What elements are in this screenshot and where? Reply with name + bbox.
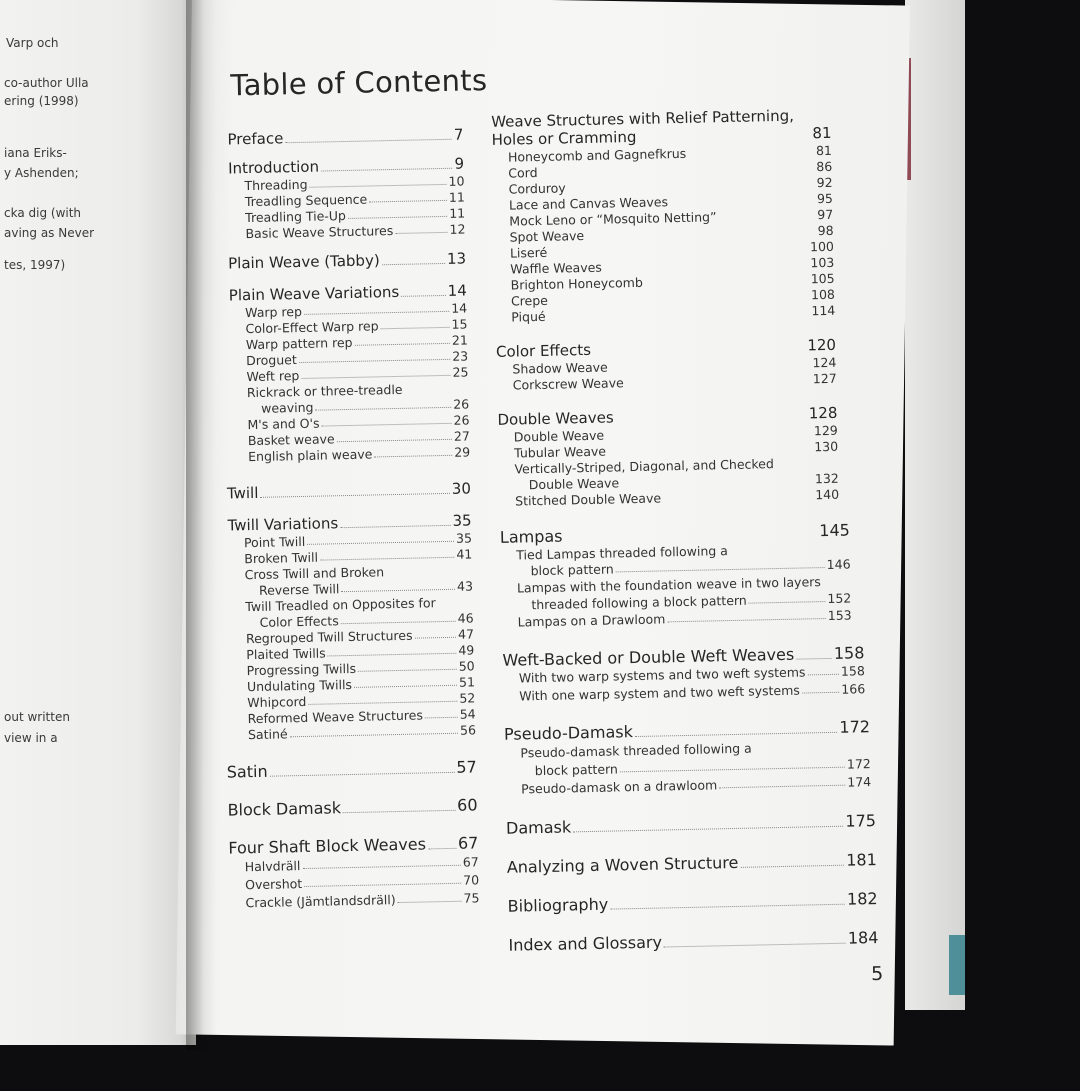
- facing-text-line: aving as Never: [4, 226, 95, 240]
- toc-subentry[interactable]: Cord 86: [508, 158, 833, 181]
- toc-entry[interactable]: Twill 30: [226, 479, 472, 503]
- toc-subentry[interactable]: Whipcord 52: [247, 690, 476, 711]
- toc-subentry[interactable]: Brighton Honeycomb 105: [510, 270, 835, 293]
- toc-subentry[interactable]: Stitched Double Weave 140: [515, 486, 840, 509]
- toc-subentry-line[interactable]: Cross Twill and Broken: [244, 564, 385, 583]
- facing-text-line: Varp och: [6, 36, 59, 50]
- toc-subentry[interactable]: Treadling Sequence 11: [244, 189, 465, 210]
- toc-subentry[interactable]: Basket weave 27: [247, 428, 470, 449]
- toc-subentry[interactable]: Double Weave 132: [528, 470, 839, 493]
- toc-subentry[interactable]: Corduroy 92: [508, 174, 833, 197]
- facing-text-line: out written: [4, 710, 70, 724]
- toc-entry[interactable]: Bibliography 182: [507, 889, 878, 916]
- facing-text-line: y Ashenden;: [4, 166, 79, 180]
- toc-subentry-line[interactable]: Tied Lampas threaded following a: [516, 543, 729, 563]
- toc-subentry[interactable]: Overshot 70: [244, 872, 480, 893]
- toc-entry[interactable]: Four Shaft Block Weaves 67: [228, 833, 479, 858]
- toc-subentry[interactable]: block pattern 172: [534, 756, 871, 779]
- toc-subentry[interactable]: Warp rep 14: [245, 300, 468, 321]
- toc-subentry-line[interactable]: Vertically-Striped, Diagonal, and Checked: [514, 456, 774, 477]
- toc-subentry[interactable]: Reformed Weave Structures 54: [247, 706, 476, 727]
- toc-subentry[interactable]: Crackle (Jämtlandsdräll) 75: [245, 890, 480, 911]
- toc-subentry[interactable]: Point Twill 35: [243, 530, 473, 551]
- facing-text-line: iana Eriks-: [4, 146, 67, 160]
- toc-subentry[interactable]: M's and O's 26: [247, 412, 470, 433]
- toc-entry[interactable]: Weft-Backed or Double Weft Weaves 158: [502, 643, 865, 670]
- toc-entry[interactable]: Plain Weave Variations 14: [228, 281, 467, 305]
- toc-subentry[interactable]: Halvdräll 67: [244, 854, 479, 875]
- toc-subentry[interactable]: Piqué 114: [511, 302, 836, 325]
- toc-subentry[interactable]: Warp pattern rep 21: [245, 332, 468, 353]
- toc-subentry[interactable]: threaded following a block pattern 152: [531, 590, 852, 613]
- toc-entry[interactable]: Introduction 9: [227, 154, 465, 178]
- toc-subentry[interactable]: Lace and Canvas Weaves 95: [508, 190, 834, 213]
- toc-subentry[interactable]: Crepe 108: [510, 286, 836, 309]
- toc-subentry[interactable]: Color Effects 46: [259, 610, 474, 630]
- toc-subentry[interactable]: Honeycomb and Gagnefkrus 81: [507, 142, 833, 165]
- facing-text-line: ering (1998): [4, 94, 79, 108]
- toc-subentry[interactable]: Liseré 100: [509, 238, 835, 261]
- toc-entry[interactable]: Holes or Cramming 81: [491, 123, 832, 149]
- toc-entry[interactable]: Pseudo-Damask 172: [503, 717, 871, 744]
- toc-entry[interactable]: Color Effects 120: [495, 335, 837, 361]
- toc-subentry[interactable]: Undulating Twills 51: [246, 674, 476, 695]
- toc-subentry[interactable]: Spot Weave 98: [509, 222, 834, 245]
- toc-subentry[interactable]: Shadow Weave 124: [512, 354, 837, 377]
- toc-subentry[interactable]: block pattern 146: [530, 556, 851, 579]
- facing-text-line: co-author Ulla: [4, 76, 89, 90]
- toc-subentry[interactable]: Pseudo-damask on a drawloom 174: [521, 774, 872, 797]
- toc-entry[interactable]: Twill Variations 35: [227, 511, 472, 535]
- toc-subentry[interactable]: Satiné 56: [247, 722, 477, 743]
- toc-subentry[interactable]: weaving 26: [261, 396, 470, 416]
- facing-text-line: tes, 1997): [4, 258, 66, 272]
- toc-entry[interactable]: Plain Weave (Tabby) 13: [227, 249, 467, 273]
- toc-subentry[interactable]: Color-Effect Warp rep 15: [245, 316, 468, 337]
- toc-subentry[interactable]: Treadling Tie-Up 11: [245, 205, 466, 226]
- toc-subentry[interactable]: Lampas on a Drawloom 153: [517, 607, 852, 630]
- toc-subentry[interactable]: Threading 10: [244, 173, 465, 194]
- toc-subentry[interactable]: Double Weave 129: [513, 422, 838, 445]
- toc-subentry-line[interactable]: Twill Treadled on Opposites for: [245, 595, 436, 615]
- toc-subentry-line[interactable]: Rickrack or three-treadle: [246, 381, 403, 401]
- toc-entry[interactable]: Index and Glossary 184: [508, 928, 879, 955]
- toc-subentry[interactable]: Tubular Weave 130: [514, 438, 839, 461]
- toc-entry[interactable]: Preface 7: [227, 125, 464, 149]
- toc-subentry[interactable]: Droguet 23: [246, 348, 469, 369]
- toc-subentry[interactable]: With one warp system and two weft systems 166: [519, 681, 866, 704]
- toc-subentry-line[interactable]: Pseudo-damask threaded following a: [520, 740, 752, 761]
- toc-subentry[interactable]: With two warp systems and two weft systems 158: [518, 663, 865, 686]
- toc-subentry[interactable]: Mock Leno or “Mosquito Netting” 97: [509, 206, 834, 229]
- toc-entry[interactable]: Double Weaves 128: [497, 403, 838, 429]
- toc-subentry[interactable]: Broken Twill 41: [244, 546, 473, 567]
- toc-subentry[interactable]: Progressing Twills 50: [246, 658, 475, 679]
- toc-entry[interactable]: Satin 57: [226, 757, 477, 782]
- toc-subentry-line[interactable]: Lampas with the foundation weave in two layers: [516, 574, 821, 596]
- toc-subentry[interactable]: Plaited Twills 49: [246, 642, 475, 663]
- toc-subentry[interactable]: Waffle Weaves 103: [510, 254, 835, 277]
- page-title: Table of Contents: [230, 63, 488, 103]
- toc-entry[interactable]: Lampas 145: [499, 520, 851, 547]
- toc-subentry[interactable]: Weft rep 25: [246, 364, 469, 385]
- page-number: 5: [870, 962, 884, 986]
- toc-subentry[interactable]: Regrouped Twill Structures 47: [245, 626, 475, 647]
- toc-subentry[interactable]: Corkscrew Weave 127: [512, 370, 837, 393]
- toc-entry-line[interactable]: Weave Structures with Relief Patterning,: [491, 106, 795, 131]
- toc-entry[interactable]: Analyzing a Woven Structure 181: [506, 850, 877, 877]
- facing-text-line: cka dig (with: [4, 206, 82, 220]
- toc-subentry[interactable]: English plain weave 29: [248, 444, 471, 465]
- facing-text-line: view in a: [4, 731, 58, 745]
- toc-entry[interactable]: Block Damask 60: [227, 795, 478, 820]
- toc-subentry[interactable]: Reverse Twill 43: [258, 578, 474, 598]
- toc-entry[interactable]: Damask 175: [505, 811, 877, 838]
- toc-subentry[interactable]: Basic Weave Structures 12: [245, 221, 466, 242]
